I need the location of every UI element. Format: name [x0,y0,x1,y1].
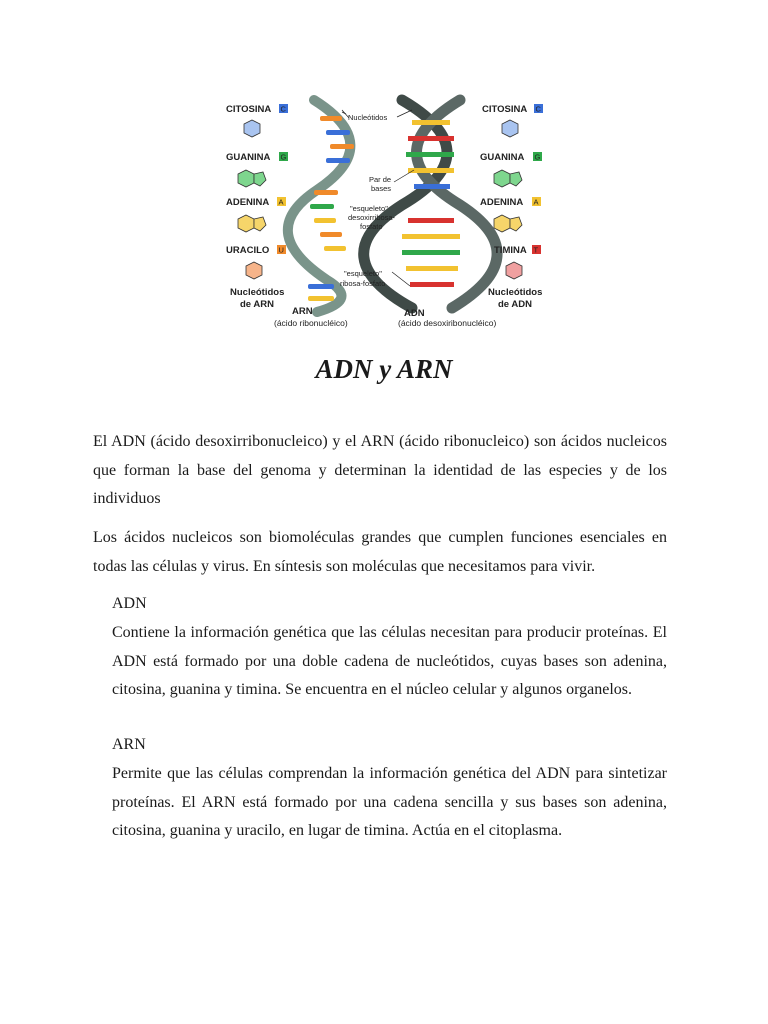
left-base-letter: G [280,152,287,162]
right-base-label: ADENINA [480,197,524,208]
label-esqueleto-arn: "esqueleto" [344,269,382,278]
left-caption: de ARN [240,299,274,310]
rna-base [308,284,334,289]
adenina-ring-icon [254,217,266,231]
rna-base [324,246,346,251]
adenina-ring-icon [510,217,522,231]
adn-subtitle: (ácido desoxiribonucléico) [398,318,497,328]
rna-base [320,232,342,237]
arn-title: ARN [292,306,313,317]
rna-base [326,158,350,163]
arn-paragraph: Permite que las células comprendan la información genética del ADN para sintetizar proteínas. El ARN está formado por una cadena sencilla y sus bases son adenina, citosina, guanina y uracilo, en lugar de timina. Actúa en el citoplasma. [112,765,667,839]
timina-molecule-icon [506,262,522,279]
rna-base [330,144,354,149]
left-base-letter: C [280,104,286,114]
right-base-label: TIMINA [494,245,527,256]
label-esqueleto-adn: "esqueleto" [350,204,388,213]
right-base-letter: T [533,245,539,255]
rna-base [326,130,350,135]
label-nucleotidos: Nucleótidos [348,113,388,122]
right-base-letter: A [533,197,539,207]
adenina-molecule-icon [238,215,254,232]
dna-rna-figure [222,90,564,335]
label-esqueleto-arn: ribosa-fosfato [340,279,386,288]
dna-base-pair [402,234,460,239]
guanina-molecule-icon [238,170,254,187]
dna-base-pair [402,250,460,255]
rna-base [320,116,342,121]
nucleic-acids-paragraph: Los ácidos nucleicos son biomoléculas grandes que cumplen funciones esenciales en todas las células y virus. En síntesis son moléculas que necesitamos para vivir. [93,529,667,575]
guanina-ring-icon [254,172,266,186]
arn-heading: ARN [112,736,146,753]
guanina-ring-icon [510,172,522,186]
dna-rna-diagram [222,90,564,335]
arn-subtitle: (ácido ribonucléico) [274,318,348,328]
label-esqueleto-adn: desoxirribosa- [348,213,396,222]
left-base-legend [226,104,288,310]
right-caption: Nucleótidos [488,287,543,298]
guanina-molecule-icon [494,170,510,187]
dna-base-pair [414,184,450,189]
dna-base-pair [406,266,458,271]
rna-base [310,204,334,209]
dna-base-pair [412,120,450,125]
adn-heading: ADN [112,595,147,612]
left-caption: Nucleótidos [230,287,285,298]
label-par-bases: Par de [369,175,392,184]
left-base-label: ADENINA [226,197,270,208]
citosina-molecule-icon [502,120,518,137]
left-base-label: CITOSINA [226,104,272,115]
rna-base [308,296,334,301]
label-esqueleto-adn: fosfato [360,222,383,231]
uracilo-molecule-icon [246,262,262,279]
annotation-line [394,170,414,182]
citosina-molecule-icon [244,120,260,137]
dna-base-pair [408,218,454,223]
left-base-label: URACILO [226,245,270,256]
dna-base-pair [408,136,454,141]
annotation-line [392,272,410,286]
left-base-label: GUANINA [226,152,271,163]
annotation-line [397,110,412,117]
dna-base-pair [410,282,454,287]
right-base-label: CITOSINA [482,104,528,115]
left-base-letter: A [278,197,284,207]
right-base-label: GUANINA [480,152,525,163]
dna-base-pair [408,168,454,173]
adn-paragraph: Contiene la información genética que las células necesitan para producir proteínas. El ADN está formado por una doble cadena de nucleótidos, cuyas bases son adenina, citosina, guanina y timina. Se encuentra en el núcleo celular y algunos organelos. [112,624,667,698]
label-par-bases: bases [371,184,392,193]
rna-base [314,218,336,223]
rna-base [314,190,338,195]
adenina-molecule-icon [494,215,510,232]
right-base-letter: G [534,152,541,162]
intro-paragraph: El ADN (ácido desoxirribonucleico) y el ARN (ácido ribonucleico) son ácidos nucleicos que forman la base del genoma y determinan la identidad de las especies y de los individuos [93,433,667,507]
right-caption: de ADN [498,299,532,310]
right-base-letter: C [535,104,541,114]
dna-base-pair [406,152,454,157]
adn-title: ADN [404,308,425,319]
page-title: ADN y ARN [315,354,453,384]
left-base-letter: U [278,245,284,255]
